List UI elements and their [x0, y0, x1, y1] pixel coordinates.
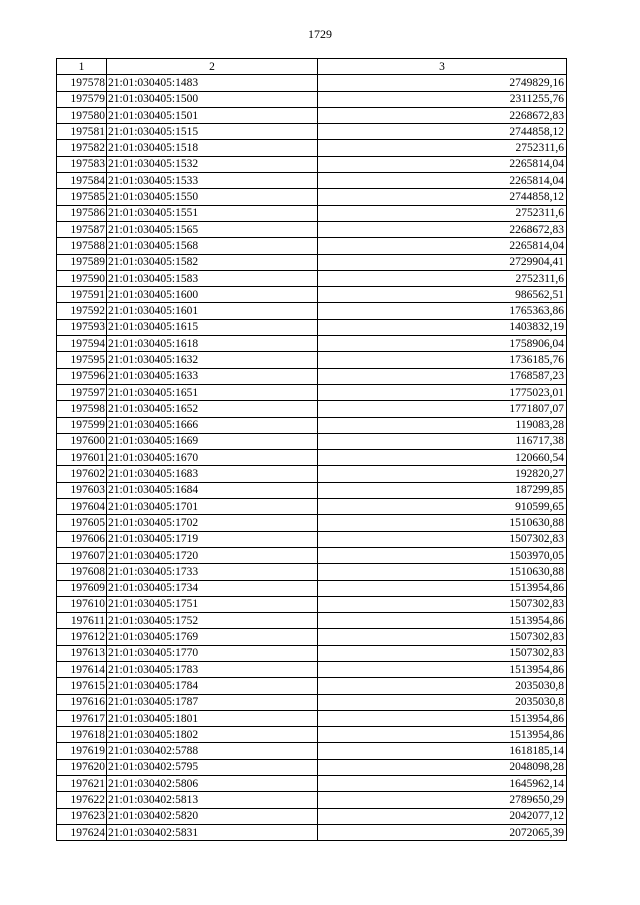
cadastral-value-cell: 1503970,05 — [318, 547, 567, 563]
cadastral-value-cell: 1513954,86 — [318, 661, 567, 677]
column-header-1: 1 — [57, 59, 107, 75]
table-row — [57, 564, 567, 580]
row-number-cell: 197614 — [57, 661, 107, 677]
row-number-cell: 197613 — [57, 645, 107, 661]
table-row — [57, 287, 567, 303]
row-number-cell: 197623 — [57, 808, 107, 824]
cadastral-number-cell: 21:01:030405:1734 — [107, 580, 318, 596]
table-row — [57, 466, 567, 482]
table-row — [57, 75, 567, 91]
table-row — [57, 433, 567, 449]
table-row — [57, 596, 567, 612]
cadastral-value-cell: 2042077,12 — [318, 808, 567, 824]
cadastral-value-cell: 1771807,07 — [318, 401, 567, 417]
row-number-cell: 197621 — [57, 776, 107, 792]
cadastral-number-cell: 21:01:030405:1751 — [107, 596, 318, 612]
row-number-cell: 197581 — [57, 124, 107, 140]
table-row — [57, 221, 567, 237]
cadastral-number-cell: 21:01:030405:1515 — [107, 124, 318, 140]
row-number-cell: 197607 — [57, 547, 107, 563]
cadastral-value-cell: 1618185,14 — [318, 743, 567, 759]
row-number-cell: 197609 — [57, 580, 107, 596]
cadastral-number-cell: 21:01:030405:1683 — [107, 466, 318, 482]
cadastral-number-cell: 21:01:030405:1652 — [107, 401, 318, 417]
table-header-row — [57, 59, 567, 75]
cadastral-value-cell: 1765363,86 — [318, 303, 567, 319]
table-row — [57, 547, 567, 563]
table-row — [57, 156, 567, 172]
table-row — [57, 515, 567, 531]
table-row — [57, 727, 567, 743]
table-row — [57, 629, 567, 645]
cadastral-value-cell: 1510630,88 — [318, 515, 567, 531]
row-number-cell: 197587 — [57, 221, 107, 237]
table-row — [57, 499, 567, 515]
row-number-cell: 197591 — [57, 287, 107, 303]
row-number-cell: 197608 — [57, 564, 107, 580]
cadastral-value-cell: 1645962,14 — [318, 776, 567, 792]
table-row — [57, 384, 567, 400]
cadastral-number-cell: 21:01:030405:1550 — [107, 189, 318, 205]
cadastral-value-cell: 2265814,04 — [318, 173, 567, 189]
table-row — [57, 270, 567, 286]
row-number-cell: 197616 — [57, 694, 107, 710]
table-row — [57, 189, 567, 205]
table-row — [57, 238, 567, 254]
cadastral-number-cell: 21:01:030405:1582 — [107, 254, 318, 270]
table-row — [57, 645, 567, 661]
cadastral-number-cell: 21:01:030402:5806 — [107, 776, 318, 792]
table-row — [57, 808, 567, 824]
cadastral-number-cell: 21:01:030405:1752 — [107, 613, 318, 629]
cadastral-value-cell: 2752311,6 — [318, 140, 567, 156]
table-row — [57, 678, 567, 694]
cadastral-value-cell: 116717,38 — [318, 433, 567, 449]
cadastral-number-cell: 21:01:030402:5831 — [107, 824, 318, 840]
cadastral-value-cell: 2729904,41 — [318, 254, 567, 270]
cadastral-value-cell: 120660,54 — [318, 450, 567, 466]
cadastral-number-cell: 21:01:030405:1651 — [107, 384, 318, 400]
cadastral-number-cell: 21:01:030405:1600 — [107, 287, 318, 303]
cadastral-number-cell: 21:01:030405:1633 — [107, 368, 318, 384]
cadastral-number-cell: 21:01:030405:1733 — [107, 564, 318, 580]
row-number-cell: 197622 — [57, 792, 107, 808]
table-row — [57, 140, 567, 156]
row-number-cell: 197606 — [57, 531, 107, 547]
cadastral-number-cell: 21:01:030405:1532 — [107, 156, 318, 172]
cadastral-value-cell: 1768587,23 — [318, 368, 567, 384]
row-number-cell: 197589 — [57, 254, 107, 270]
row-number-cell: 197599 — [57, 417, 107, 433]
table-row — [57, 580, 567, 596]
row-number-cell: 197601 — [57, 450, 107, 466]
row-number-cell: 197605 — [57, 515, 107, 531]
table-row — [57, 776, 567, 792]
table-row — [57, 107, 567, 123]
row-number-cell: 197580 — [57, 107, 107, 123]
row-number-cell: 197617 — [57, 710, 107, 726]
cadastral-value-cell: 2268672,83 — [318, 107, 567, 123]
cadastral-number-cell: 21:01:030405:1769 — [107, 629, 318, 645]
cadastral-value-cell: 2265814,04 — [318, 238, 567, 254]
table-row — [57, 319, 567, 335]
table-row — [57, 352, 567, 368]
cadastral-number-cell: 21:01:030405:1533 — [107, 173, 318, 189]
row-number-cell: 197592 — [57, 303, 107, 319]
row-number-cell: 197618 — [57, 727, 107, 743]
cadastral-number-cell: 21:01:030405:1501 — [107, 107, 318, 123]
cadastral-number-cell: 21:01:030405:1551 — [107, 205, 318, 221]
table-row — [57, 205, 567, 221]
row-number-cell: 197594 — [57, 336, 107, 352]
cadastral-value-cell: 1507302,83 — [318, 596, 567, 612]
table-row — [57, 336, 567, 352]
row-number-cell: 197624 — [57, 824, 107, 840]
cadastral-number-cell: 21:01:030402:5813 — [107, 792, 318, 808]
table-row — [57, 792, 567, 808]
cadastral-value-cell: 2035030,8 — [318, 678, 567, 694]
row-number-cell: 197584 — [57, 173, 107, 189]
table-row — [57, 368, 567, 384]
row-number-cell: 197588 — [57, 238, 107, 254]
cadastral-value-cell: 1513954,86 — [318, 613, 567, 629]
cadastral-number-cell: 21:01:030402:5795 — [107, 759, 318, 775]
cadastral-number-cell: 21:01:030405:1784 — [107, 678, 318, 694]
table-row — [57, 743, 567, 759]
cadastral-value-cell: 2268672,83 — [318, 221, 567, 237]
table-row — [57, 254, 567, 270]
cadastral-number-cell: 21:01:030405:1583 — [107, 270, 318, 286]
table-row — [57, 173, 567, 189]
cadastral-value-cell: 119083,28 — [318, 417, 567, 433]
cadastral-value-cell: 192820,27 — [318, 466, 567, 482]
row-number-cell: 197578 — [57, 75, 107, 91]
cadastral-number-cell: 21:01:030405:1702 — [107, 515, 318, 531]
row-number-cell: 197583 — [57, 156, 107, 172]
cadastral-value-cell: 1507302,83 — [318, 531, 567, 547]
cadastral-value-cell: 1513954,86 — [318, 710, 567, 726]
table-row — [57, 91, 567, 107]
row-number-cell: 197593 — [57, 319, 107, 335]
row-number-cell: 197612 — [57, 629, 107, 645]
cadastral-number-cell: 21:01:030405:1568 — [107, 238, 318, 254]
cadastral-value-cell: 1510630,88 — [318, 564, 567, 580]
cadastral-value-cell: 2048098,28 — [318, 759, 567, 775]
cadastral-number-cell: 21:01:030405:1500 — [107, 91, 318, 107]
cadastral-value-cell: 910599,65 — [318, 499, 567, 515]
row-number-cell: 197579 — [57, 91, 107, 107]
cadastral-value-cell: 2752311,6 — [318, 270, 567, 286]
row-number-cell: 197597 — [57, 384, 107, 400]
table-row — [57, 124, 567, 140]
cadastral-value-cell: 1513954,86 — [318, 580, 567, 596]
cadastral-number-cell: 21:01:030402:5820 — [107, 808, 318, 824]
row-number-cell: 197590 — [57, 270, 107, 286]
table-row — [57, 613, 567, 629]
cadastral-number-cell: 21:01:030405:1518 — [107, 140, 318, 156]
table-row — [57, 482, 567, 498]
table-row — [57, 450, 567, 466]
cadastral-value-cell: 2749829,16 — [318, 75, 567, 91]
row-number-cell: 197610 — [57, 596, 107, 612]
cadastral-value-table — [56, 58, 567, 841]
cadastral-number-cell: 21:01:030405:1787 — [107, 694, 318, 710]
cadastral-value-cell: 1513954,86 — [318, 727, 567, 743]
cadastral-value-cell: 2752311,6 — [318, 205, 567, 221]
row-number-cell: 197615 — [57, 678, 107, 694]
column-header-2: 2 — [107, 59, 318, 75]
cadastral-number-cell: 21:01:030405:1801 — [107, 710, 318, 726]
row-number-cell: 197619 — [57, 743, 107, 759]
cadastral-number-cell: 21:01:030405:1483 — [107, 75, 318, 91]
row-number-cell: 197600 — [57, 433, 107, 449]
table-row — [57, 417, 567, 433]
table-row — [57, 661, 567, 677]
cadastral-number-cell: 21:01:030405:1783 — [107, 661, 318, 677]
cadastral-value-cell: 2072065,39 — [318, 824, 567, 840]
row-number-cell: 197620 — [57, 759, 107, 775]
row-number-cell: 197602 — [57, 466, 107, 482]
row-number-cell: 197598 — [57, 401, 107, 417]
cadastral-number-cell: 21:01:030405:1632 — [107, 352, 318, 368]
table-row — [57, 759, 567, 775]
cadastral-value-cell: 1775023,01 — [318, 384, 567, 400]
cadastral-value-cell: 1507302,83 — [318, 629, 567, 645]
row-number-cell: 197595 — [57, 352, 107, 368]
row-number-cell: 197586 — [57, 205, 107, 221]
row-number-cell: 197596 — [57, 368, 107, 384]
row-number-cell: 197603 — [57, 482, 107, 498]
row-number-cell: 197585 — [57, 189, 107, 205]
cadastral-value-cell: 1736185,76 — [318, 352, 567, 368]
cadastral-number-cell: 21:01:030405:1601 — [107, 303, 318, 319]
cadastral-value-cell: 1507302,83 — [318, 645, 567, 661]
cadastral-number-cell: 21:01:030405:1770 — [107, 645, 318, 661]
cadastral-value-cell: 187299,85 — [318, 482, 567, 498]
cadastral-number-cell: 21:01:030405:1684 — [107, 482, 318, 498]
cadastral-number-cell: 21:01:030405:1618 — [107, 336, 318, 352]
row-number-cell: 197582 — [57, 140, 107, 156]
cadastral-value-cell: 1403832,19 — [318, 319, 567, 335]
cadastral-number-cell: 21:01:030405:1615 — [107, 319, 318, 335]
page-number: 1729 — [308, 27, 332, 41]
cadastral-number-cell: 21:01:030405:1670 — [107, 450, 318, 466]
cadastral-value-cell: 1758906,04 — [318, 336, 567, 352]
cadastral-value-cell: 986562,51 — [318, 287, 567, 303]
column-header-3: 3 — [318, 59, 567, 75]
cadastral-value-cell: 2744858,12 — [318, 124, 567, 140]
cadastral-value-cell: 2744858,12 — [318, 189, 567, 205]
cadastral-value-cell: 2035030,8 — [318, 694, 567, 710]
cadastral-number-cell: 21:01:030405:1565 — [107, 221, 318, 237]
row-number-cell: 197611 — [57, 613, 107, 629]
cadastral-value-cell: 2265814,04 — [318, 156, 567, 172]
table-row — [57, 824, 567, 840]
cadastral-number-cell: 21:01:030405:1802 — [107, 727, 318, 743]
table-row — [57, 694, 567, 710]
cadastral-number-cell: 21:01:030405:1666 — [107, 417, 318, 433]
table-row — [57, 401, 567, 417]
table-body — [57, 75, 567, 841]
table-row — [57, 303, 567, 319]
cadastral-value-cell: 2789650,29 — [318, 792, 567, 808]
cadastral-number-cell: 21:01:030405:1669 — [107, 433, 318, 449]
table-row — [57, 710, 567, 726]
row-number-cell: 197604 — [57, 499, 107, 515]
cadastral-value-cell: 2311255,76 — [318, 91, 567, 107]
cadastral-number-cell: 21:01:030402:5788 — [107, 743, 318, 759]
cadastral-number-cell: 21:01:030405:1720 — [107, 547, 318, 563]
cadastral-number-cell: 21:01:030405:1701 — [107, 499, 318, 515]
cadastral-number-cell: 21:01:030405:1719 — [107, 531, 318, 547]
table-row — [57, 531, 567, 547]
